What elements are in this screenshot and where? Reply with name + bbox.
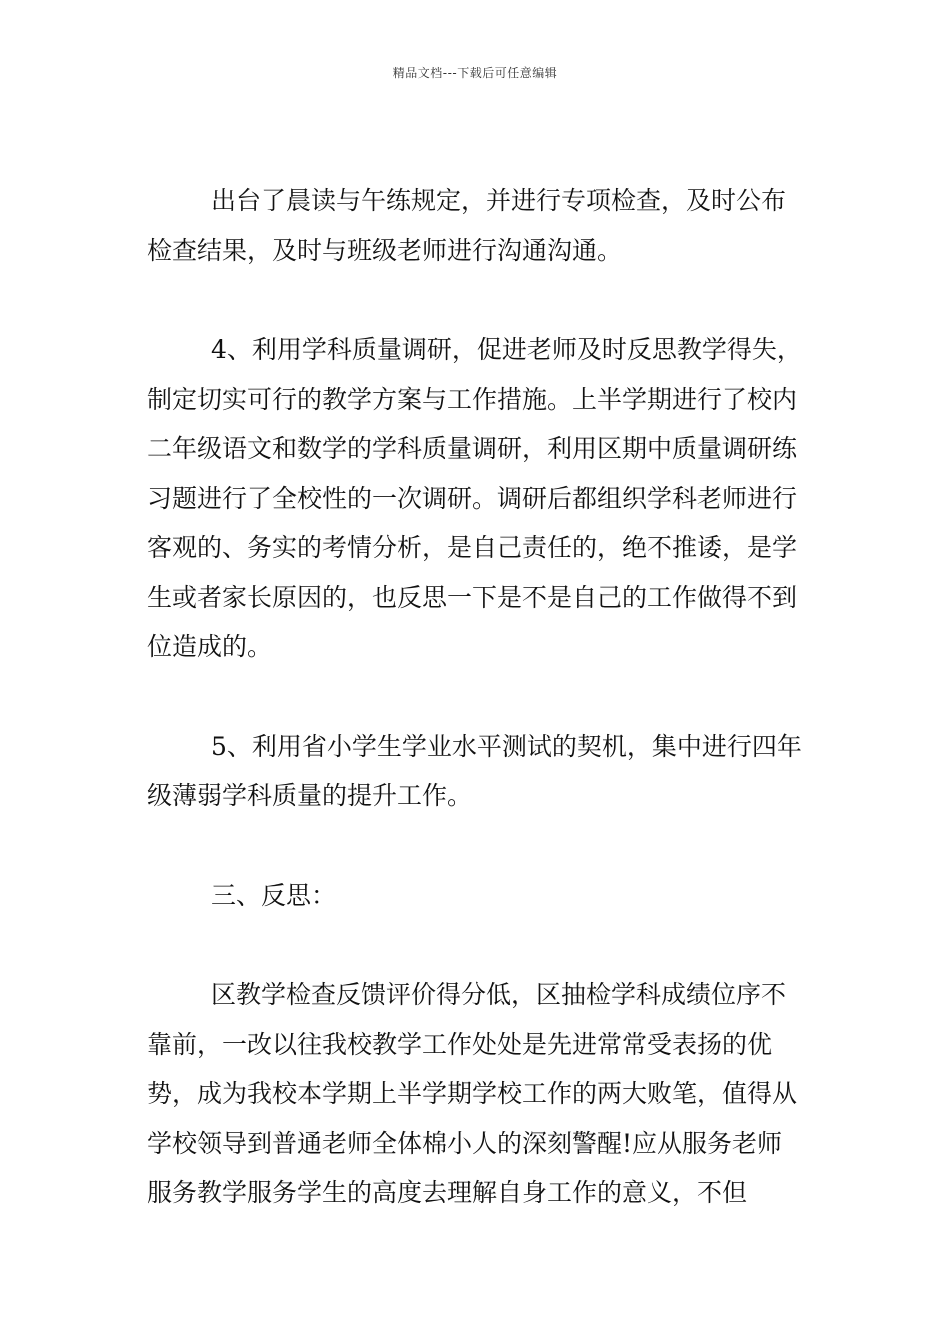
document-body [147, 176, 807, 1218]
paragraph-gap [147, 821, 807, 871]
page-header: 精品文档---下载后可任意编辑 [392, 66, 558, 80]
paragraph-gap [147, 275, 807, 325]
paragraph-4: 区教学检查反馈评价得分低，区抽检学科成绩位序不靠前，一改以往我校教学工作处处是先进常常受表扬的优势，成为我校本学期上半学期学校工作的两大败笔，值得从学校领导到普通老师全体棉小人的深刻警醒!应从服务老师服务教学服务学生的高度去理解自身工作的意义，不但 [147, 980, 798, 1207]
paragraph-gap [147, 672, 807, 722]
paragraph-1: 出台了晨读与午练规定，并进行专项检查，及时公布检查结果，及时与班级老师进行沟通沟通。 [147, 186, 787, 265]
paragraph-gap [147, 920, 807, 970]
paragraph-3: 5、利用省小学生学业水平测试的契机，集中进行四年级薄弱学科质量的提升工作。 [147, 731, 802, 810]
section-heading: 三、反思： [211, 880, 337, 910]
paragraph-2: 4、利用学科质量调研，促进老师及时反思教学得失，制定切实可行的教学方案与工作措施。上半学期进行了校内二年级语文和数学的学科质量调研，利用区期中质量调研练习题进行了全校性的一次调研。调研后都组织学科老师进行客观的、务实的考情分析，是自己责任的，绝不推诿，是学生或者家长原因的，也反思一下是不是自己的工作做得不到位造成的。 [147, 335, 802, 661]
